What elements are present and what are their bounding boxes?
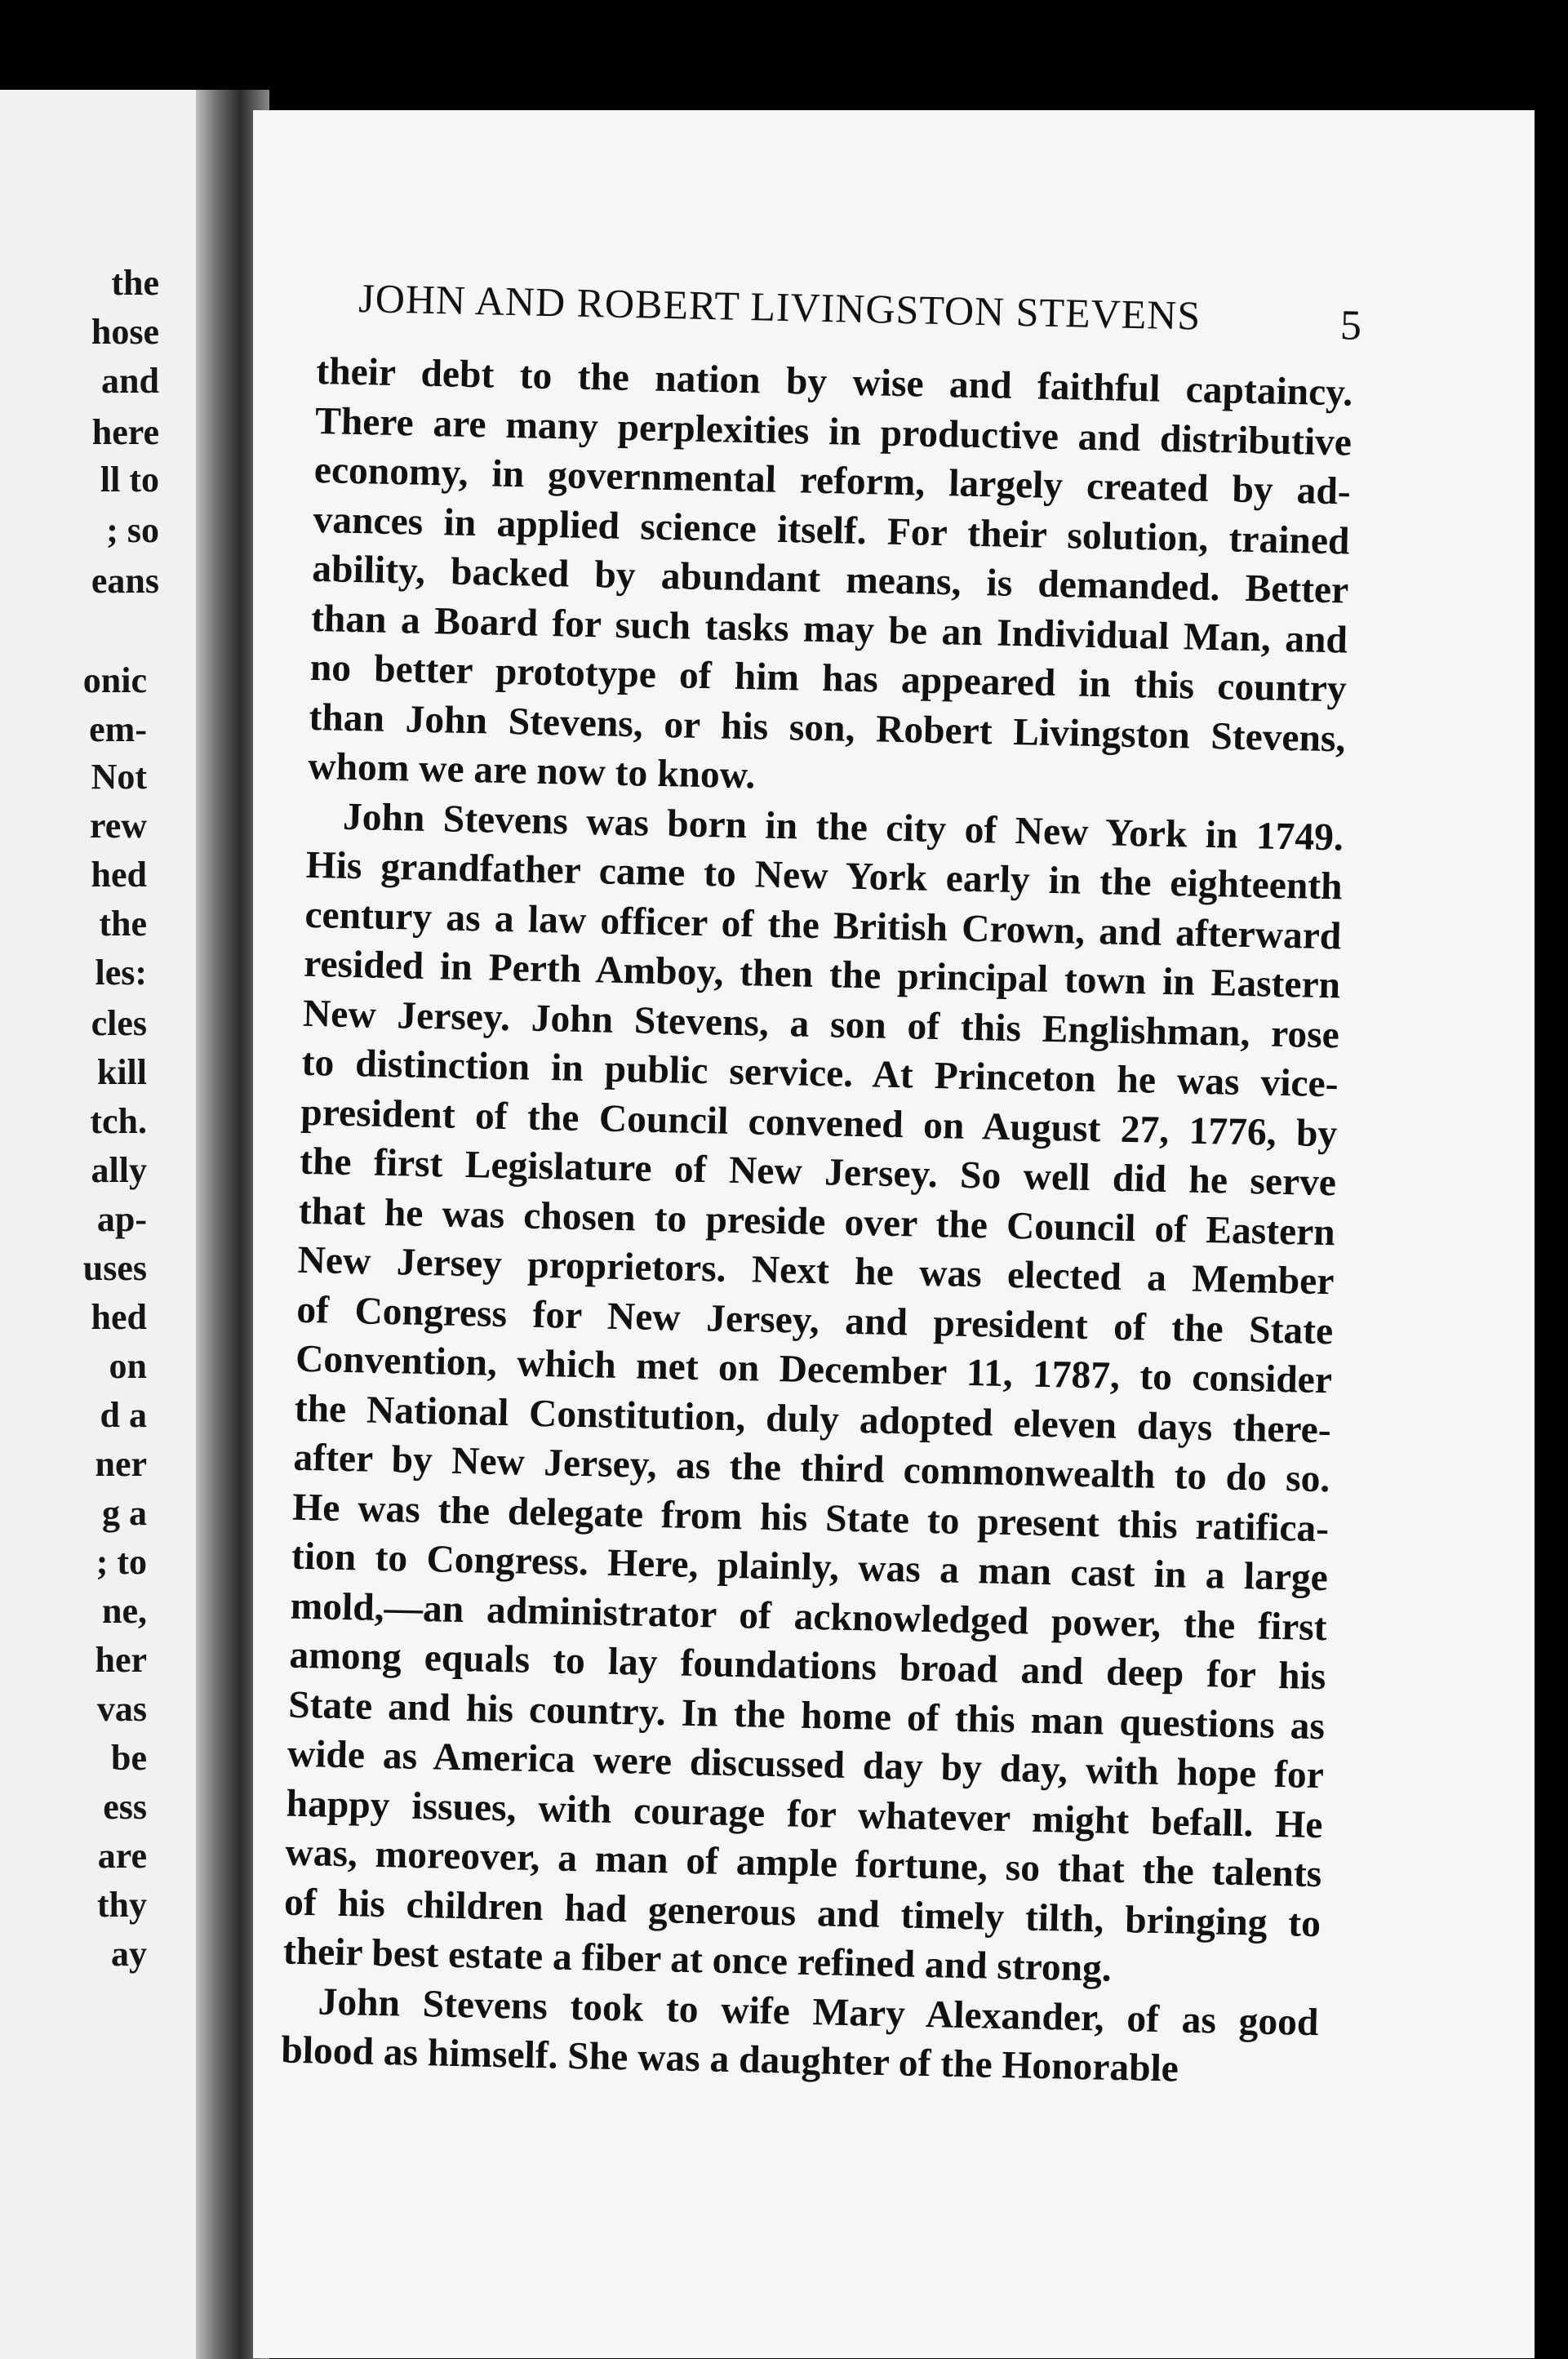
facing-page-line: les: — [95, 953, 147, 993]
text-line: the National Constitution, duly adopted eleven days there- — [294, 1387, 1332, 1451]
facing-page-line: the — [111, 263, 159, 303]
facing-page-line: ner — [95, 1444, 147, 1484]
text-line: president of the Council convened on August 27, 1776, by — [300, 1091, 1338, 1155]
text-line: His grandfather came to New York early in the eighteenth — [305, 843, 1344, 909]
text-line: Convention, which met on December 11, 1787, to consider — [295, 1337, 1333, 1402]
book-page — [253, 110, 1535, 2358]
facing-page-line: thy — [96, 1885, 147, 1925]
facing-page-line: be — [111, 1738, 147, 1778]
paragraph — [282, 791, 1344, 1997]
text-line: no better prototype of him has appeared in this country — [309, 646, 1348, 711]
facing-page-line: the — [99, 904, 147, 944]
facing-page-line: ess — [103, 1787, 147, 1827]
text-line: New Jersey proprietors. Next he was elected a Member — [297, 1238, 1335, 1304]
text-line: the first Legislature of New Jersey. So well did he serve — [299, 1140, 1337, 1205]
paragraph — [308, 347, 1353, 813]
facing-page-line: hed — [91, 855, 147, 895]
text-line: vances in applied science itself. For their solution, trained — [313, 498, 1350, 563]
text-line: whom we are now to know. — [307, 744, 756, 797]
facing-page-line: g a — [102, 1493, 147, 1533]
paragraph — [281, 1976, 1319, 2097]
facing-page-line: on — [109, 1346, 147, 1386]
text-line: John Stevens was born in the city of New York in 1749. — [342, 795, 1344, 859]
text-line: than John Stevens, or his son, Robert Livingston Stevens, — [309, 695, 1346, 760]
page-content — [280, 273, 1363, 2097]
text-line: tion to Congress. Here, plainly, was a man cast in a large — [291, 1535, 1329, 1600]
facing-page-line: ne, — [102, 1591, 147, 1631]
text-line: to distinction in public service. At Princeton he was vice- — [301, 1041, 1339, 1106]
facing-page-line: vas — [96, 1689, 147, 1729]
facing-page-line: ll to — [100, 460, 159, 500]
text-line: blood as himself. She was a daughter of the Honorable — [280, 2028, 1179, 2090]
text-line: century as a law officer of the British Crown, and afterward — [304, 893, 1342, 957]
facing-page-line: cles — [91, 1003, 147, 1043]
facing-page-line: ; so — [106, 510, 159, 550]
facing-page-line: ally — [91, 1150, 147, 1190]
body-text — [281, 347, 1353, 2097]
facing-page-line: tch. — [90, 1101, 147, 1141]
facing-page-line: Not — [91, 757, 147, 797]
facing-page-line: rew — [89, 806, 147, 846]
text-line: ability, backed by abundant means, is demanded. Better — [311, 547, 1349, 612]
text-line: John Stevens took to wife Mary Alexander, of as good — [318, 1979, 1319, 2044]
facing-page-line: hose — [91, 312, 159, 352]
text-line: of Congress for New Jersey, and president of the State — [295, 1288, 1334, 1353]
text-line: wide as America were discussed day by day, with hope for — [287, 1732, 1325, 1797]
facing-page-line: are — [97, 1836, 147, 1876]
text-line: of his children had generous and timely tilth, bringing to — [283, 1881, 1321, 1945]
facing-page-line: ; to — [96, 1542, 147, 1582]
facing-page-line: d a — [100, 1395, 147, 1435]
text-line: that he was chosen to preside over the Council of Eastern — [298, 1189, 1336, 1254]
facing-page-line: here — [91, 412, 159, 452]
text-line: There are many perplexities in productive and distributive — [314, 399, 1353, 464]
text-line: after by New Jersey, as the third commonwealth to do so. — [293, 1436, 1330, 1501]
facing-page-line: onic — [82, 660, 147, 700]
text-line: State and his country. In the home of this man questions as — [287, 1683, 1326, 1748]
page-number: 5 — [1339, 302, 1363, 349]
facing-page-line: ay — [111, 1934, 147, 1974]
text-line: their best estate a fiber at once refined and strong. — [282, 1930, 1113, 1990]
text-line: mold,—an administrator of acknowledged power, the first — [290, 1584, 1328, 1649]
facing-page-line: kill — [96, 1052, 147, 1092]
text-line: than a Board for such tasks may be an Individual Man, and — [310, 597, 1348, 661]
text-line: economy, in governmental reform, largely created by ad- — [313, 448, 1352, 513]
text-line: among equals to lay foundations broad and deep for his — [288, 1633, 1326, 1699]
facing-page-line: em- — [89, 709, 147, 749]
text-line: was, moreover, a man of ample fortune, so that the talents — [284, 1831, 1322, 1896]
text-line: happy issues, with courage for whatever might befall. He — [286, 1782, 1324, 1846]
facing-page-line: eans — [91, 561, 159, 601]
text-line: resided in Perth Amboy, then the principal town in Eastern — [303, 942, 1341, 1007]
text-line: He was the delegate from his State to present this ratifica- — [291, 1486, 1330, 1550]
running-head-title: JOHN AND ROBERT LIVINGSTON STEVENS — [358, 275, 1202, 339]
text-line: New Jersey. John Stevens, a son of this Englishman, rose — [302, 992, 1340, 1056]
facing-page-line: her — [95, 1640, 147, 1680]
facing-page-line: ap- — [96, 1199, 147, 1239]
facing-page-line: hed — [91, 1297, 147, 1337]
text-line: their debt to the nation by wise and faithful captaincy. — [315, 349, 1353, 415]
facing-page-line: and — [101, 361, 159, 401]
facing-page — [0, 90, 204, 2359]
facing-page-line: uses — [82, 1248, 147, 1288]
